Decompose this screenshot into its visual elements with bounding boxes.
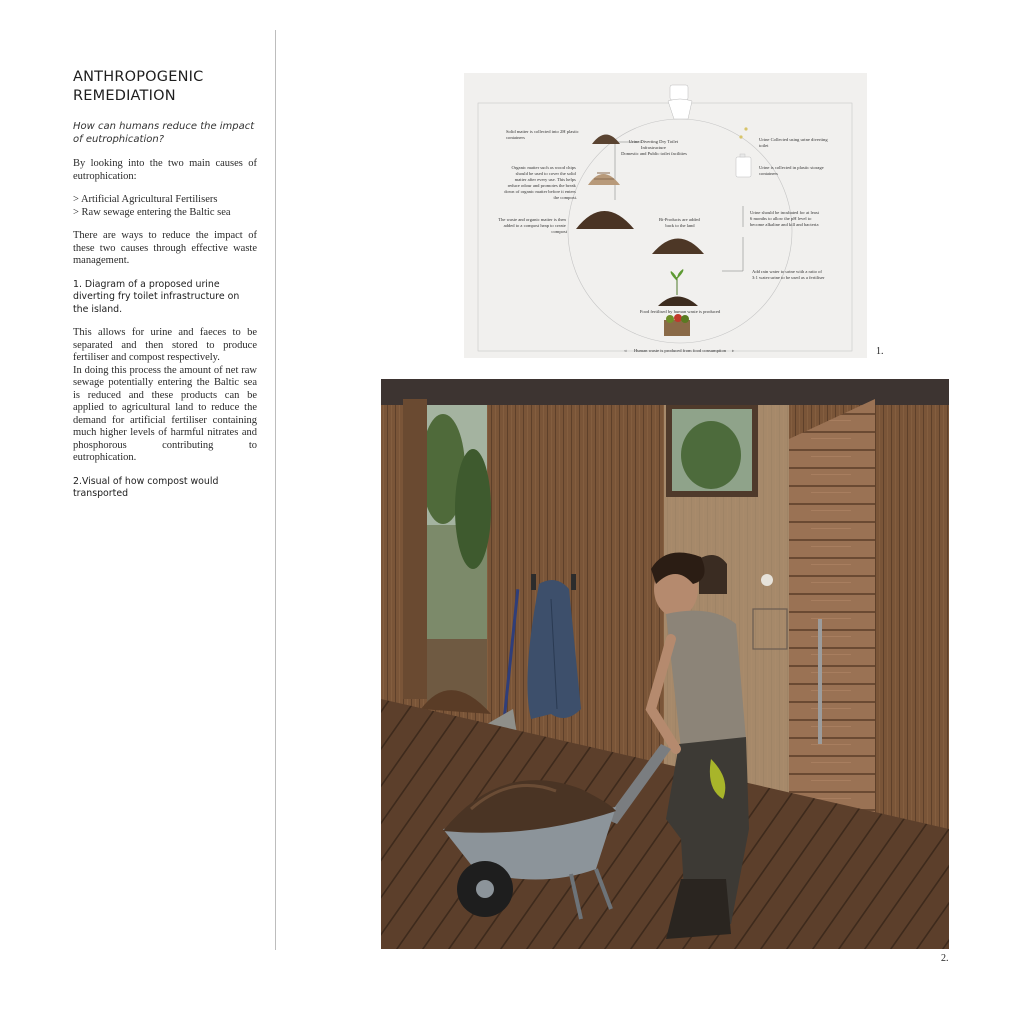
figure-1-caption: 1. Diagram of a proposed urine diverting fry toilet infrastructure on the island.: [73, 278, 240, 315]
research-question: How can humans reduce the impact of eutrophication?: [73, 121, 255, 145]
toilet-infrastructure-diagram: [464, 73, 867, 358]
figure-2-caption: 2.Visual of how compost would transported: [73, 475, 219, 499]
food-produced-label: Food fertilised by human waste is produced: [639, 309, 721, 314]
intro-paragraph: By looking into the two main causes of eutrophication:: [73, 158, 257, 182]
byproducts-label: Bi-Products are added back to the land: [659, 217, 700, 228]
figure-1-number: 1.: [876, 346, 884, 357]
text-column: [73, 68, 257, 512]
figure-2-number: 2.: [941, 953, 949, 964]
byproducts-pile-icon: [652, 239, 704, 255]
urine-collected-label: Urine Collected using urine diverting toilet: [759, 137, 828, 148]
page-title: ANTHROPOGENIC REMEDIATION: [73, 69, 204, 104]
seedling-icon: [658, 269, 698, 306]
compost-heap-icon: [576, 211, 634, 229]
causes-list: [73, 194, 257, 219]
rainwater-ratio-label: Add rain water to urine with a ratio of 3:1 water:urine to be used as a fertiliser: [752, 269, 825, 280]
explanation-paragraph-b: In doing this process the amount of net raw sewage potentially entering the Baltic sea is reduced and these products can be applied to agricultural land to reduce the demand for artificial fertiliser containing much higher levels of harmful nitrates and phosphorous contributing to eutrophication.: [73, 364, 257, 463]
center-infrastructure-label: Urine Diverting Dry Toilet Infrastructure Domestic and Public toilet facilities: [621, 139, 687, 156]
door-handle: [818, 619, 822, 744]
urine-drops-icon: [739, 127, 747, 138]
food-consumption-label: Human waste is produced from food consumption: [633, 348, 727, 353]
solution-paragraph: There are ways to reduce the impact of these two causes through effective waste management.: [73, 230, 257, 266]
urine-container-icon: [736, 154, 751, 177]
explanation-paragraph-a: This allows for urine and faeces to be separated and then stored to produce fertiliser and compost respectively.: [73, 327, 257, 363]
organic-matter-label: Organic matter such as wood chips should be used to cover the solid matter after every use. This helps reduce odour and promotes the break down of organic matter before it enters the compost.: [504, 165, 577, 200]
compost-transport-visual: [381, 379, 949, 949]
left-arrow-icon: ◃: [624, 348, 627, 353]
incubation-label: Urine should be incubated for at least 6 months to allow the pH level to become alkaline and kill and bacteria: [750, 210, 819, 227]
ceiling-beam: [381, 379, 949, 405]
connector-right: [722, 206, 743, 271]
vegetable-crate-icon: [664, 314, 690, 336]
list-item: > Raw sewage entering the Baltic sea: [73, 206, 231, 218]
list-item: > Artificial Agricultural Fertilisers: [73, 194, 218, 205]
urine-storage-label: Urine is collected in plastic storage containers: [759, 165, 824, 176]
solid-matter-label: Solid matter is collected into 2H plastic containers: [506, 129, 579, 140]
solid-matter-pile-icon: [592, 135, 620, 145]
door-frame-left: [403, 399, 427, 699]
compost-label: The waste and organic matter is then added to a compost heap to create compost: [498, 217, 567, 234]
right-arrow-icon: ▹: [732, 348, 735, 353]
diagram-svg: [464, 73, 867, 358]
toilet-roll-icon: [761, 574, 773, 586]
toilet-icon: [668, 85, 692, 119]
column-divider: [275, 30, 276, 950]
scene-svg: [381, 379, 949, 949]
outdoor-opening-forest: [421, 405, 491, 709]
